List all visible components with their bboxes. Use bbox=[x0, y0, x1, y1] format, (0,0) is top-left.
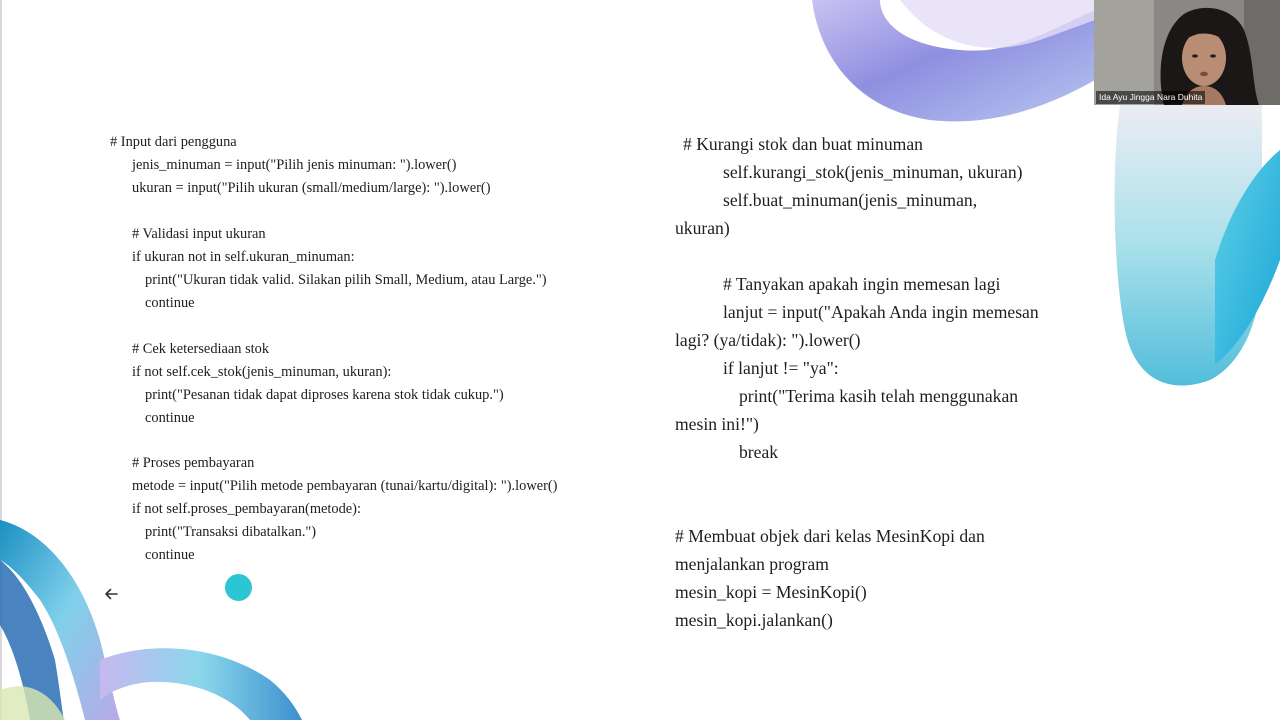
code-comment: # Membuat objek dari kelas MesinKopi dan bbox=[675, 526, 985, 546]
code-comment: # Validasi input ukuran bbox=[132, 226, 266, 242]
participant-name-label: Ida Ayu Jingga Nara Duhita bbox=[1096, 91, 1205, 104]
code-line: print("Pesanan tidak dapat diproses karena stok tidak cukup.") bbox=[145, 387, 504, 403]
code-line: self.kurangi_stok(jenis_minuman, ukuran) bbox=[723, 162, 1023, 182]
code-line: if ukuran not in self.ukuran_minuman: bbox=[132, 249, 355, 265]
code-line: lagi? (ya/tidak): ").lower() bbox=[675, 330, 861, 350]
code-comment: # Kurangi stok dan buat minuman bbox=[683, 134, 923, 154]
code-line: print("Terima kasih telah menggunakan bbox=[739, 386, 1019, 406]
code-line: if lanjut != "ya": bbox=[723, 358, 839, 378]
code-line: ukuran = input("Pilih ukuran (small/medium/large): ").lower() bbox=[132, 180, 491, 196]
back-button[interactable] bbox=[101, 584, 121, 604]
window-edge bbox=[0, 0, 2, 720]
code-line: if not self.proses_pembayaran(metode): bbox=[132, 501, 361, 517]
code-line: if not self.cek_stok(jenis_minuman, ukuran): bbox=[132, 364, 392, 380]
participant-video-feed bbox=[1094, 0, 1280, 105]
code-line: jenis_minuman = input("Pilih jenis minuman: ").lower() bbox=[132, 157, 457, 173]
code-comment: # Tanyakan apakah ingin memesan lagi bbox=[723, 274, 1001, 294]
code-comment: # Proses pembayaran bbox=[132, 455, 255, 471]
code-line: print("Ukuran tidak valid. Silakan pilih Small, Medium, atau Large.") bbox=[145, 272, 547, 288]
code-line: continue bbox=[145, 295, 195, 311]
code-line: print("Transaksi dibatalkan.") bbox=[145, 524, 317, 540]
code-comment: menjalankan program bbox=[675, 554, 829, 574]
code-line: continue bbox=[145, 410, 195, 426]
code-line: self.buat_minuman(jenis_minuman, bbox=[723, 190, 978, 210]
code-line: mesin ini!") bbox=[675, 414, 759, 434]
pointer-highlight bbox=[225, 574, 252, 601]
code-line: continue bbox=[145, 547, 195, 563]
code-line: ukuran) bbox=[675, 218, 730, 238]
code-line: metode = input("Pilih metode pembayaran (tunai/kartu/digital): ").lower() bbox=[132, 478, 558, 494]
code-line: mesin_kopi = MesinKopi() bbox=[675, 582, 867, 602]
code-comment: # Cek ketersediaan stok bbox=[132, 341, 270, 357]
arrow-left-icon bbox=[103, 586, 119, 602]
code-line: mesin_kopi.jalankan() bbox=[675, 610, 833, 630]
code-comment: # Input dari pengguna bbox=[110, 134, 237, 150]
participant-video-tile[interactable] bbox=[1094, 0, 1280, 105]
code-line: lanjut = input("Apakah Anda ingin memesan bbox=[723, 302, 1039, 322]
code-line: break bbox=[739, 442, 779, 462]
